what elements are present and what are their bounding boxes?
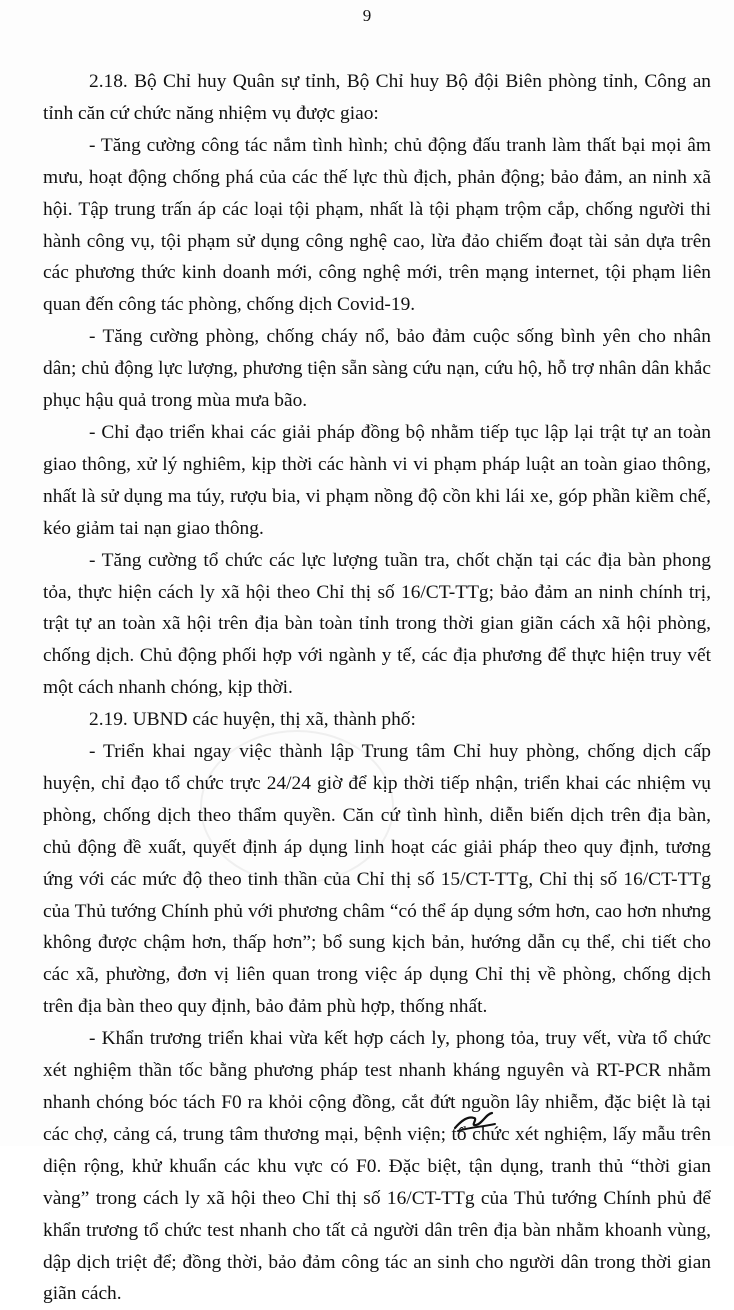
page-number: 9 (362, 6, 372, 25)
paragraph-patrol-checkpoints: - Tăng cường tổ chức các lực lượng tuần tra, chốt chặn tại các địa bàn phong tỏa, thực hiện cách ly xã hội theo Chỉ thị số 16/CT-TTg; bảo đảm an ninh chính trị, trật tự an toàn xã hội trên địa bàn toàn tỉnh trong thời gian giãn cách xã hội phòng, chống dịch. Chủ động phối hợp với ngành y tế, các địa phương để thực hiện truy vết một cách nhanh chóng, kịp thời. (43, 549, 711, 699)
paragraph-command-center: - Triển khai ngay việc thành lập Trung tâm Chỉ huy phòng, chống dịch cấp huyện, chỉ đạo tổ chức trực 24/24 giờ để kịp thời tiếp nhận, triển khai các nhiệm vụ phòng, chống dịch theo thẩm quyền. Căn cứ tình hình, diễn biến dịch trên địa bàn, chủ động đề xuất, quyết định áp dụng linh hoạt các giải pháp theo quy định, tương ứng với các mức độ theo tinh thần của Chỉ thị số 15/CT-TTg, Chỉ thị số 16/CT-TTg của Thủ tướng Chính phủ với phương châm “có thể áp dụng sớm hơn, cao hơn nhưng không được chậm hơn, thấp hơn”; bổ sung kịch bản, hướng dẫn cụ thể, chi tiết cho các xã, phường, đơn vị liên quan trong việc áp dụng Chỉ thị về phòng, chống dịch trên địa bàn theo quy định, bảo đảm phù hợp, thống nhất. (43, 741, 711, 1018)
initial-signature-mark (452, 1106, 498, 1134)
paragraph-testing: - Khẩn trương triển khai vừa kết hợp cách ly, phong tỏa, truy vết, vừa tổ chức xét nghiệm thần tốc bằng phương pháp test nhanh kháng nguyên và RT-PCR nhằm nhanh chóng bóc tách F0 ra khỏi cộng đồng, cắt đứt nguồn lây nhiễm, đặc biệt là tại các chợ, cảng cá, trung tâm thương mại, bệnh viện; tổ chức xét nghiệm, lấy mẫu trên diện rộng, khử khuẩn các khu vực có F0. Đặc biệt, tận dụng, tranh thủ “thời gian vàng” trong cách ly xã hội theo Chỉ thị số 16/CT-TTg của Thủ tướng Chính phủ để khẩn trương tổ chức test nhanh cho tất cả người dân trên địa bàn nhằm khoanh vùng, dập dịch triệt để; đồng thời, bảo đảm công tác an sinh cho người dân trong thời gian giãn cách. (43, 1028, 711, 1305)
paragraph-fire-prevention: - Tăng cường phòng, chống cháy nổ, bảo đảm cuộc sống bình yên cho nhân dân; chủ động lực lượng, phương tiện sẵn sàng cứu nạn, cứu hộ, hỗ trợ nhân dân khắc phục hậu quả trong mùa mưa bão. (43, 326, 711, 412)
document-body (43, 66, 711, 1310)
section-2-18-heading: 2.18. Bộ Chỉ huy Quân sự tỉnh, Bộ Chỉ huy Bộ đội Biên phòng tỉnh, Công an tỉnh căn cứ chức năng nhiệm vụ được giao: (43, 71, 711, 124)
paragraph-traffic-safety: - Chỉ đạo triển khai các giải pháp đồng bộ nhằm tiếp tục lập lại trật tự an toàn giao thông, xử lý nghiêm, kịp thời các hành vi vi phạm pháp luật an toàn giao thông, nhất là sử dụng ma túy, rượu bia, vi phạm nồng độ cồn khi lái xe, góp phần kiềm chế, kéo giảm tai nạn giao thông. (43, 421, 711, 539)
paragraph-intelligence: - Tăng cường công tác nắm tình hình; chủ động đấu tranh làm thất bại mọi âm mưu, hoạt động chống phá của các thế lực thù địch, phản động; bảo đảm, an ninh xã hội. Tập trung trấn áp các loại tội phạm, nhất là tội phạm trộm cắp, chống người thi hành công vụ, tội phạm sử dụng công nghệ cao, lừa đảo chiếm đoạt tài sản dựa trên các phương thức kinh doanh mới, công nghệ mới, trên mạng internet, tội phạm liên quan đến công tác phòng, chống dịch Covid-19. (43, 134, 711, 316)
section-2-19-heading: 2.19. UBND các huyện, thị xã, thành phố: (89, 709, 416, 731)
